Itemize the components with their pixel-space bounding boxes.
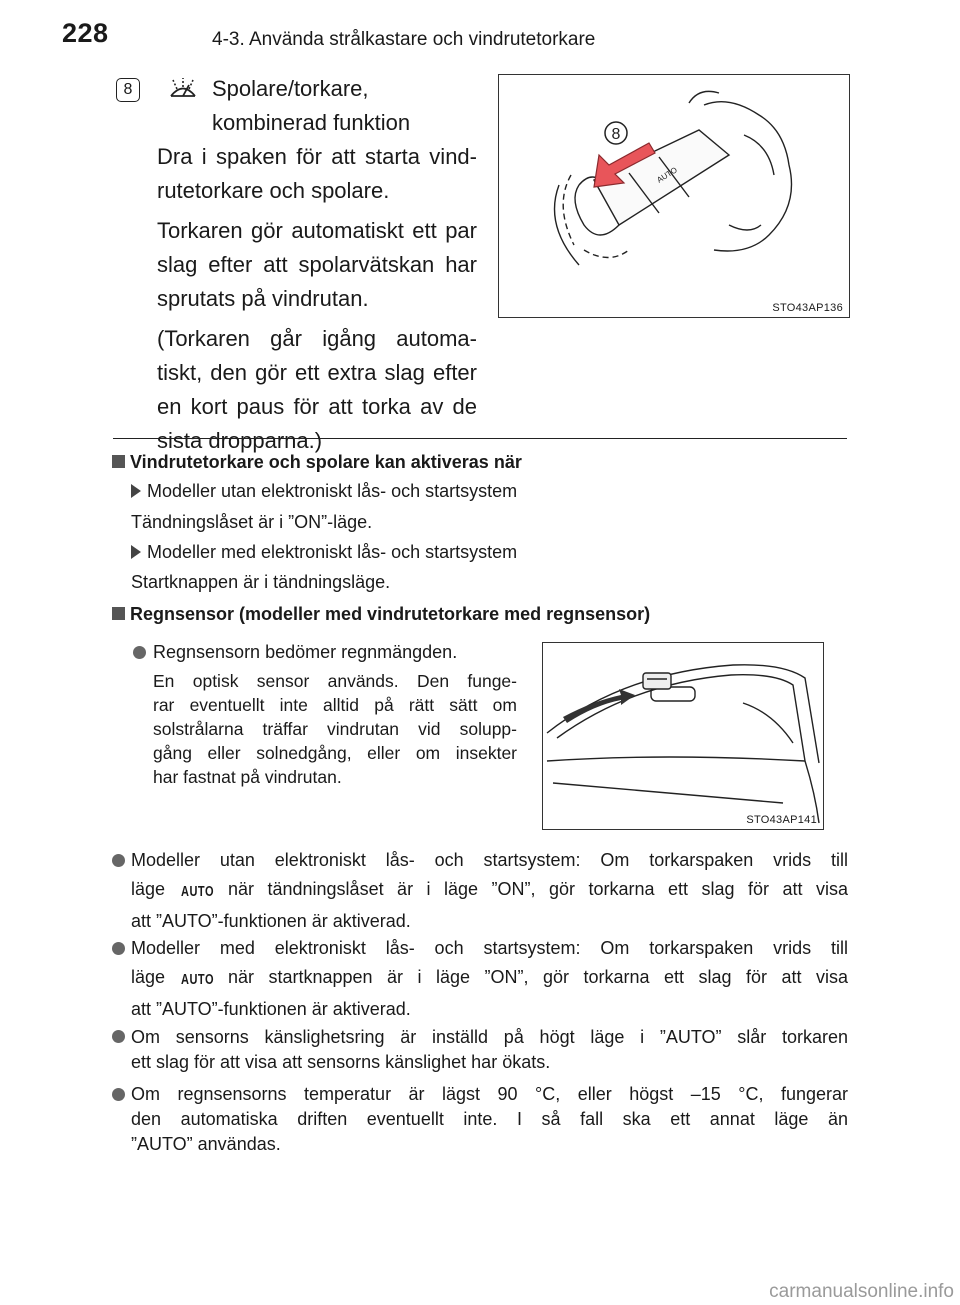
round-bullet-icon — [112, 942, 125, 955]
rain-b1-body: En optisk sensor används. Den funge- rar eventuellt inte alltid på rätt sätt om solstrålarna träffar vindrutan vid solupp- gång eller solnedgång, eller om insekter har fastnat på vindrutan. — [153, 671, 517, 787]
round-bullet-icon — [133, 646, 146, 659]
section-divider — [113, 438, 847, 439]
square-bullet-icon — [112, 607, 125, 620]
auto-symbol-icon: AUTO — [181, 884, 214, 900]
rain-sensor-figure — [542, 642, 824, 830]
page-number: 228 — [62, 18, 109, 48]
section-title: 4-3. Använda strålkastare och vindrutetorkare — [212, 29, 596, 50]
figure-code: STO43AP136 — [772, 302, 843, 314]
washer-wiper-icon — [168, 76, 198, 106]
item8-title: Spolare/torkare, kombinerad funktion — [212, 76, 411, 135]
rain-heading: Regnsensor (modeller med vindrutetorkare med regnsensor) — [112, 604, 650, 625]
rain-b1-title: Regnsensorn bedömer regnmängden. — [153, 642, 458, 662]
rain-b2: Modeller utan elektroniskt lås- och startsystem: Om torkarspaken vrids till läge AUTO när tändningslåset är i läge ”ON”, gör torkarna ett slag för att visa att ”AUTO”-funktionen är aktiverad. — [131, 850, 848, 931]
round-bullet-icon — [112, 854, 125, 867]
watermark: carmanualsonline.info — [769, 1281, 954, 1302]
rain-b3: Modeller med elektroniskt lås- och startsystem: Om torkarspaken vrids till läge AUTO när startknappen är i läge ”ON”, gör torkarna ett slag för att visa att ”AUTO”-funktionen är aktiverad. — [131, 938, 848, 1019]
operate-sub2-text: Startknappen är i tändningsläge. — [131, 572, 391, 592]
triangle-bullet-icon — [131, 545, 141, 559]
square-bullet-icon — [112, 455, 125, 468]
figure-code: STO43AP141 — [746, 814, 817, 826]
operate-heading: Vindrutetorkare och spolare kan aktiveras när — [112, 452, 522, 473]
wiper-lever-figure — [498, 74, 850, 318]
round-bullet-icon — [112, 1030, 125, 1043]
windshield-sensor-illustration — [543, 643, 823, 829]
item8-body: Dra i spaken för att starta vind- rutetorkare och spolare. Torkaren gör automatiskt ett par slag efter att spolarvätskan har sprutats på vindrutan. (Torkaren går igång automa- tiskt, den gör ett extra slag efter en kort paus för att torka av de sista dropparna.) — [157, 144, 477, 453]
round-bullet-icon — [112, 1088, 125, 1101]
item-number-badge: 8 — [116, 78, 140, 102]
rain-b5: Om regnsensorns temperatur är lägst 90 °C, eller högst –15 °C, fungerar den automatiska driften eventuellt inte. I så fall ska ett annat läge än ”AUTO” användas. — [131, 1084, 848, 1154]
rain-b4: Om sensorns känslighetsring är inställd på högt läge i ”AUTO” slår torkaren ett slag för att visa att sensorns känslighet har ökats. — [131, 1027, 848, 1072]
operate-sub1-text: Tändningslåset är i ”ON”-läge. — [131, 512, 373, 532]
operate-sub2: Modeller med elektroniskt lås- och startsystem — [131, 539, 517, 565]
lever-auto-label: AUTO — [655, 165, 679, 185]
hand-pulling-lever-illustration — [499, 75, 849, 317]
auto-symbol-icon: AUTO — [181, 972, 214, 988]
triangle-bullet-icon — [131, 484, 141, 498]
operate-sub1: Modeller utan elektroniskt lås- och startsystem — [131, 478, 517, 504]
figure-callout-8: 8 — [611, 126, 621, 143]
